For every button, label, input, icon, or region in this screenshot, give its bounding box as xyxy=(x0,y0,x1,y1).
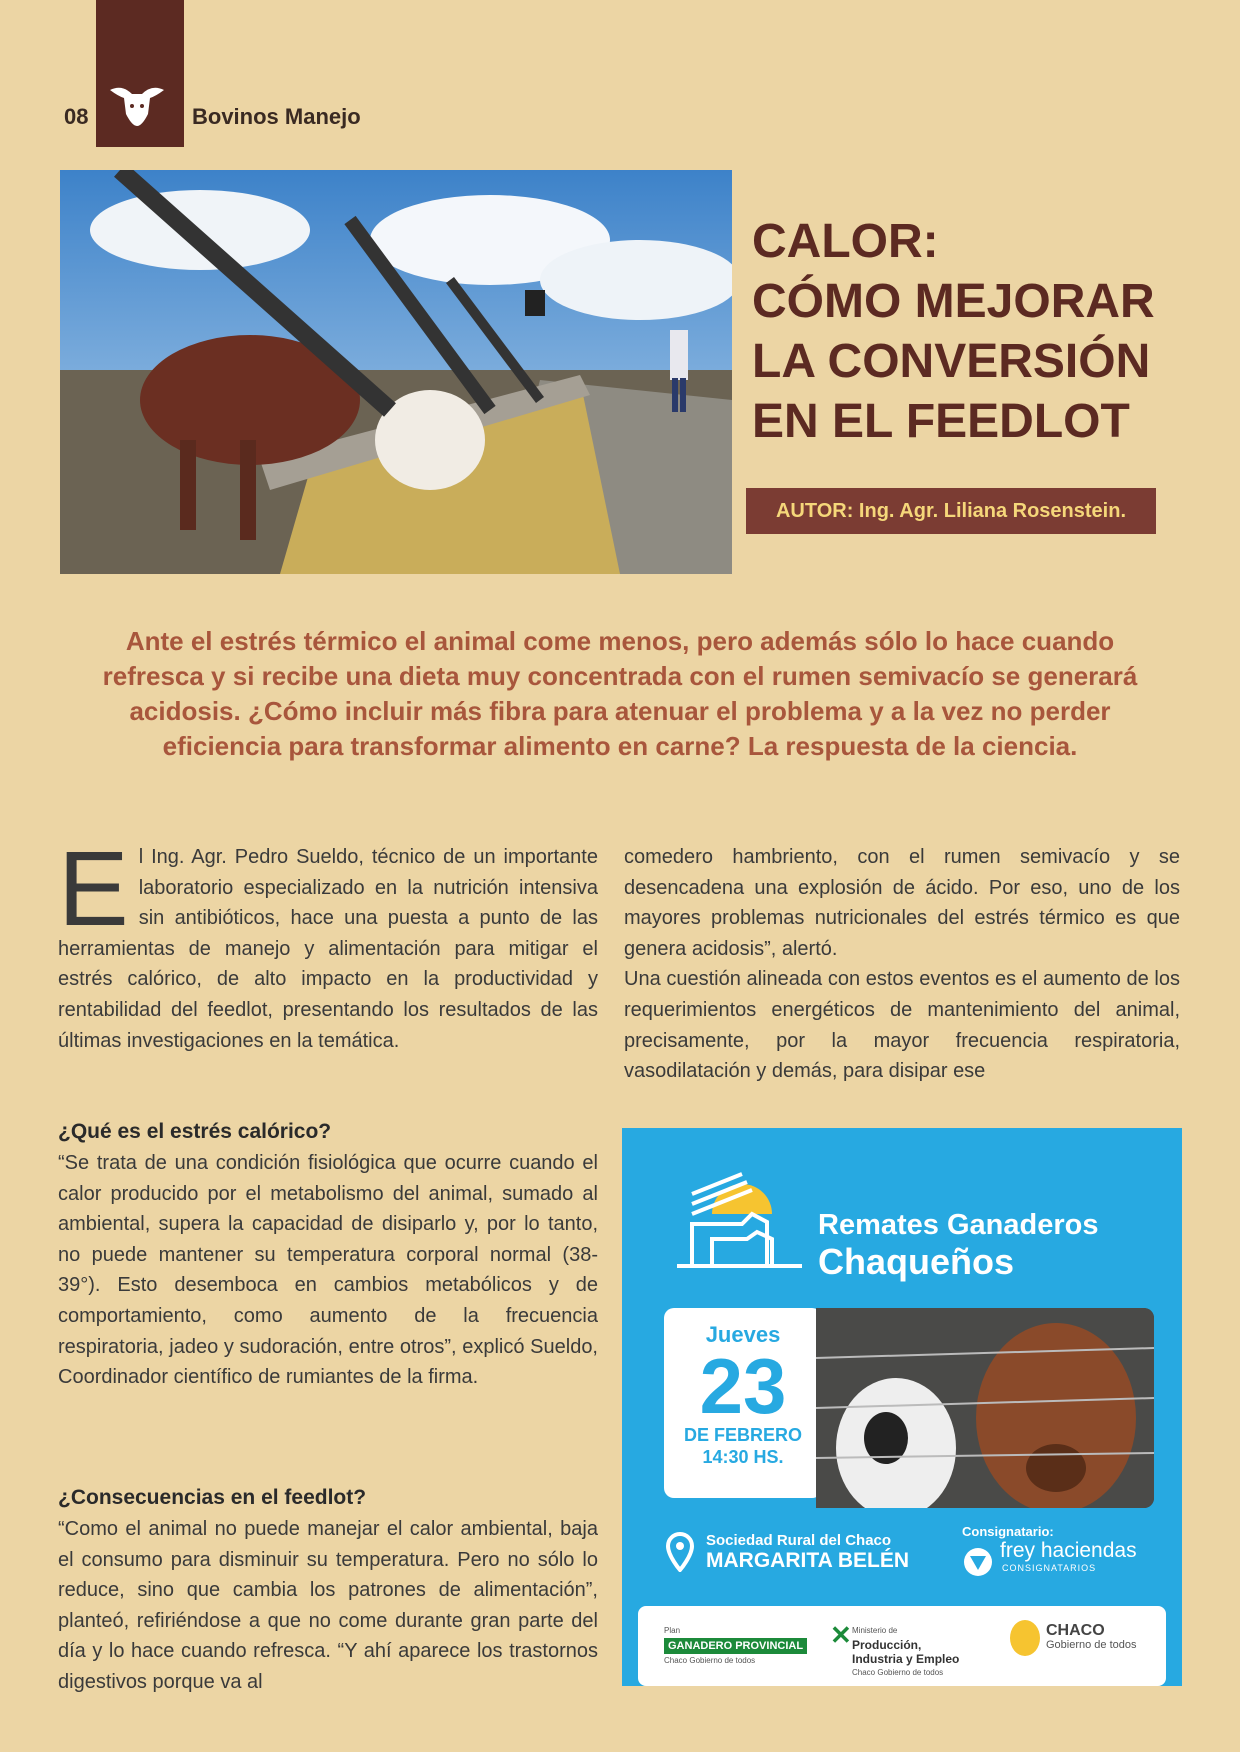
article-lede: Ante el estrés térmico el animal come menos, pero además sólo lo hace cuando refresca y si recibe una dieta muy concentrada con el rumen semivacío se generará acidosis. ¿Cómo incluir más fibra para atenuar el problema y a la vez no perder eficiencia para transformar alimento en carne? La respuesta de la ciencia. xyxy=(102,626,1138,761)
venue xyxy=(706,1532,909,1573)
sponsor-line: GANADERO PROVINCIAL xyxy=(664,1638,807,1654)
ad-title-line: Chaqueños xyxy=(818,1241,1015,1282)
page-number: 08 xyxy=(64,104,89,129)
advertisement-remates xyxy=(622,1128,1182,1686)
heading-estres-calorico: ¿Qué es el estrés calórico? xyxy=(58,1120,332,1143)
venue-line1: Sociedad Rural del Chaco xyxy=(706,1532,892,1549)
sponsor-line: Ministerio de xyxy=(852,1626,898,1635)
section-title: Bovinos Manejo xyxy=(192,104,361,129)
paragraph-text: “Se trata de una condición fisiológica que ocurre cuando el calor producido por el metabolismo del animal, sumado al ambiental, supera la capacidad de disiparlo y, por lo tanto, no puede mantener su temperatura corporal normal (38-39°). Esto desemboca en cambios metabólicos y de comportamiento, como aumento de la frecuencia respiratoria, jadeo y sudoración, entre otros”, explicó Sueldo, Coordinador científico de rumiantes de la firma. xyxy=(58,1152,598,1389)
sponsor-line: Producción, Industria y Empleo xyxy=(852,1638,960,1666)
paragraph-text: “Como el animal no puede manejar el calor ambiental, baja el consumo para disminuir su temperatura. Pero no sólo lo reduce, sino que cambia los patrones de alimentación”, planteó, refiriéndose a que no come durante gran parte del día y lo hace cuando refresca. “Y ahí aparece los trastornos digestivos porque va al xyxy=(58,1518,598,1693)
time: 14:30 HS. xyxy=(702,1447,784,1467)
consignee-sub: CONSIGNATARIOS xyxy=(1002,1563,1097,1573)
intro-paragraph: l Ing. Agr. Pedro Sueldo, técnico de un importante laboratorio especializado en la nutrición intensiva sin antibióticos, hace una puesta a punto de las herramientas de manejo y alimentación para mitigar el estrés calórico, de alto impacto en la productividad y rentabilidad del feedlot, presentando los resultados de las últimas investigaciones en la temática. xyxy=(58,846,598,1052)
ad-title xyxy=(818,1208,1098,1282)
sponsor-line: Plan xyxy=(664,1626,681,1635)
title-line: EN EL FEEDLOT xyxy=(752,395,1130,448)
article-title xyxy=(752,212,1222,452)
title-line: CALOR: xyxy=(752,215,939,268)
paragraph-text: Una cuestión alineada con estos eventos es el aumento de los requerimientos energéticos de mantenimiento del animal, precisamente, por la mayor frecuencia respiratoria, vasodilatación y demás, para disipar ese xyxy=(624,968,1180,1083)
consignee xyxy=(962,1524,1137,1573)
sponsor-chaco xyxy=(1046,1624,1137,1652)
frey-logo-icon xyxy=(962,1546,994,1578)
sponsor-band xyxy=(638,1606,1166,1686)
heading-consecuencias: ¿Consecuencias en el feedlot? xyxy=(58,1486,367,1509)
cattle-photo xyxy=(816,1308,1154,1508)
sponsor-line: Gobierno de todos xyxy=(1046,1639,1137,1651)
title-line: LA CONVERSIÓN xyxy=(752,335,1151,388)
location-pin-icon xyxy=(666,1532,694,1572)
consignee-name: frey haciendas xyxy=(1000,1539,1137,1562)
cow-head-icon xyxy=(102,80,172,130)
x-mark-icon: ✕ xyxy=(830,1620,852,1650)
day-name: Jueves xyxy=(705,1322,781,1347)
venue-line2: MARGARITA BELÉN xyxy=(706,1549,909,1572)
chaco-seal-icon xyxy=(1010,1620,1040,1656)
hero-photo xyxy=(60,170,732,574)
column-left-top xyxy=(58,830,598,1056)
column-right-top xyxy=(624,842,1180,1087)
author-badge: AUTOR: Ing. Agr. Liliana Rosenstein. xyxy=(746,488,1156,534)
month: DE FEBRERO xyxy=(683,1425,802,1445)
sponsor-line: CHACO xyxy=(1046,1622,1105,1639)
paragraph-text: comedero hambriento, con el rumen semivacío y se desencadena una explosión de ácido. Por eso, uno de los mayores problemas nutricionales del estrés térmico es que genera acidosis”, alertó. xyxy=(624,846,1180,960)
day-number: 23 xyxy=(699,1342,787,1430)
section-tab xyxy=(96,0,184,147)
sponsor-line: Chaco Gobierno de todos xyxy=(852,1668,944,1677)
paragraph-consecuencias xyxy=(58,1514,598,1698)
consignee-label: Consignatario: xyxy=(962,1524,1054,1539)
sponsor-plan-ganadero xyxy=(664,1624,807,1668)
paragraph-estres xyxy=(58,1148,598,1393)
dropcap: E xyxy=(58,830,129,948)
cattle-sun-logo-icon xyxy=(672,1164,812,1274)
date-card xyxy=(664,1308,822,1498)
sponsor-line: Chaco Gobierno de todos xyxy=(664,1656,756,1665)
ad-title-line: Remates Ganaderos xyxy=(818,1209,1099,1241)
title-line: CÓMO MEJORAR xyxy=(752,275,1155,328)
sponsor-ministerio xyxy=(830,1620,972,1680)
